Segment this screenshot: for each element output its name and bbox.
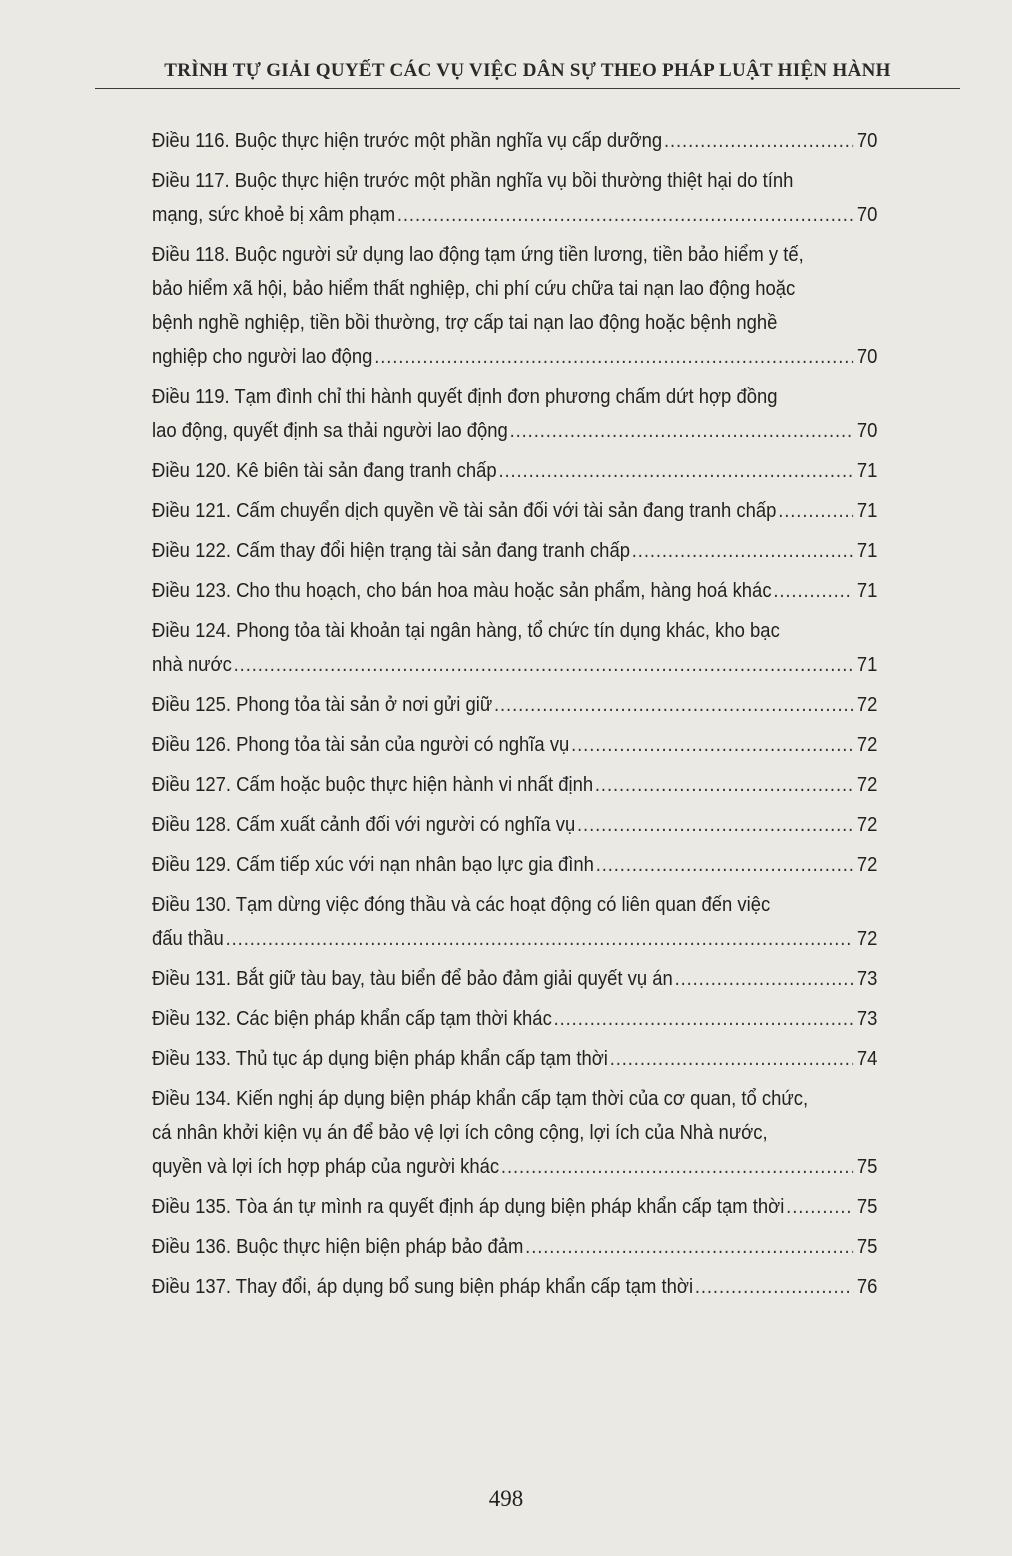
toc-entry-last-line: [152, 124, 877, 158]
toc-page-number: 72: [856, 733, 878, 756]
toc-entry: [152, 1190, 877, 1224]
toc-entry-last-line: [152, 1002, 877, 1036]
toc-entry-last-line: [152, 688, 877, 722]
dot-leader: [596, 848, 854, 882]
dot-leader: [494, 688, 853, 722]
dot-leader: [554, 1002, 854, 1036]
toc-page-number: 70: [856, 203, 878, 226]
toc-entry-text: Điều 125. Phong tỏa tài sản ở nơi gửi giữ: [152, 693, 493, 716]
toc-entry-text: Điều 132. Các biện pháp khẩn cấp tạm thời khác: [152, 1007, 552, 1030]
toc-entry-last-line: [152, 574, 877, 608]
toc-entry: [152, 380, 877, 448]
header-rule: [95, 88, 960, 89]
toc-entry-last-line: [152, 198, 877, 232]
page-number: 498: [488, 1486, 524, 1511]
toc-page-number: 75: [856, 1195, 878, 1218]
toc-entry: [152, 238, 877, 374]
dot-leader: [773, 574, 853, 608]
toc-entry-text: Điều 127. Cấm hoặc buộc thực hiện hành vi nhất định: [152, 773, 594, 796]
toc-entry-text: đấu thầu: [152, 927, 224, 950]
running-header: TRÌNH TỰ GIẢI QUYẾT CÁC VỤ VIỆC DÂN SỰ THEO PHÁP LUẬT HIỆN HÀNH: [164, 60, 891, 81]
toc-entry-last-line: [152, 808, 877, 842]
toc-entry: [152, 124, 877, 158]
toc-entry: [152, 768, 877, 802]
toc-entry-text: cá nhân khởi kiện vụ án để bảo vệ lợi ích công cộng, lợi ích của Nhà nước,: [152, 1121, 768, 1144]
toc-entry-last-line: [152, 728, 877, 762]
toc-entry: [152, 1002, 877, 1036]
dot-leader: [632, 534, 853, 568]
toc-page-number: 71: [856, 499, 878, 522]
toc-entry: [152, 728, 877, 762]
toc-page-number: 71: [856, 459, 878, 482]
toc-page-number: 76: [856, 1275, 878, 1298]
toc-page-number: 72: [856, 927, 878, 950]
toc-entry: [152, 574, 877, 608]
dot-leader: [397, 198, 853, 232]
toc-page-number: 71: [856, 539, 878, 562]
toc-page-number: 74: [856, 1047, 878, 1070]
toc-page-number: 73: [856, 1007, 878, 1030]
toc-entry: [152, 888, 877, 956]
toc-entry-last-line: [152, 414, 877, 448]
toc-page-number: 72: [856, 853, 878, 876]
dot-leader: [577, 808, 853, 842]
toc-entry-last-line: [152, 1270, 877, 1304]
dot-leader: [610, 1042, 854, 1076]
toc-entry-text: Điều 122. Cấm thay đổi hiện trạng tài sản đang tranh chấp: [152, 539, 630, 562]
toc-entry-text: nghiệp cho người lao động: [152, 345, 373, 368]
toc-entry-text: Điều 116. Buộc thực hiện trước một phần nghĩa vụ cấp dưỡng: [152, 129, 663, 152]
toc-entry: [152, 534, 877, 568]
toc-page-number: 70: [856, 345, 878, 368]
dot-leader: [664, 124, 853, 158]
toc-entry-last-line: [152, 848, 877, 882]
toc-entry-text: Điều 137. Thay đổi, áp dụng bổ sung biện pháp khẩn cấp tạm thời: [152, 1275, 694, 1298]
dot-leader: [571, 728, 853, 762]
toc-entry-text: Điều 121. Cấm chuyển dịch quyền về tài sản đối với tài sản đang tranh chấp: [152, 499, 777, 522]
toc-entry-text: quyền và lợi ích hợp pháp của người khác: [152, 1155, 500, 1178]
toc-entry-text: Điều 130. Tạm dừng việc đóng thầu và các hoạt động có liên quan đến việc: [152, 893, 771, 916]
toc-page-number: 70: [856, 419, 878, 442]
table-of-contents: [152, 124, 877, 1310]
toc-entry-text: Điều 124. Phong tỏa tài khoản tại ngân hàng, tổ chức tín dụng khác, kho bạc: [152, 619, 780, 642]
dot-leader: [226, 922, 854, 956]
toc-entry-text: Điều 133. Thủ tục áp dụng biện pháp khẩn cấp tạm thời: [152, 1047, 608, 1070]
toc-entry: [152, 688, 877, 722]
toc-entry-text: bảo hiểm xã hội, bảo hiểm thất nghiệp, chi phí cứu chữa tai nạn lao động hoặc: [152, 277, 796, 300]
toc-entry-text: Điều 135. Tòa án tự mình ra quyết định áp dụng biện pháp khẩn cấp tạm thời: [152, 1195, 785, 1218]
dot-leader: [786, 1190, 853, 1224]
toc-entry-last-line: [152, 1150, 877, 1184]
toc-page-number: 71: [856, 579, 878, 602]
toc-entry-text: Điều 136. Buộc thực hiện biện pháp bảo đảm: [152, 1235, 524, 1258]
toc-entry-text: Điều 129. Cấm tiếp xúc với nạn nhân bạo lực gia đình: [152, 853, 594, 876]
toc-entry-last-line: [152, 648, 877, 682]
toc-entry-text: Điều 119. Tạm đình chỉ thi hành quyết định đơn phương chấm dứt hợp đồng: [152, 385, 778, 408]
dot-leader: [374, 340, 853, 374]
toc-entry: [152, 1230, 877, 1264]
toc-entry-last-line: [152, 454, 877, 488]
dot-leader: [695, 1270, 853, 1304]
toc-entry-last-line: [152, 1230, 877, 1264]
toc-entry-text: Điều 131. Bắt giữ tàu bay, tàu biển để bảo đảm giải quyết vụ án: [152, 967, 673, 990]
toc-entry: [152, 454, 877, 488]
toc-entry: [152, 494, 877, 528]
toc-entry-last-line: [152, 340, 877, 374]
toc-page-number: 75: [856, 1235, 878, 1258]
toc-page-number: 72: [856, 693, 878, 716]
toc-entry: [152, 164, 877, 232]
dot-leader: [501, 1150, 853, 1184]
toc-page-number: 71: [856, 653, 878, 676]
dot-leader: [234, 648, 854, 682]
toc-entry: [152, 1042, 877, 1076]
toc-entry-text: nhà nước: [152, 653, 232, 676]
toc-entry-text: Điều 117. Buộc thực hiện trước một phần nghĩa vụ bồi thường thiệt hại do tính: [152, 169, 794, 192]
toc-entry-text: Điều 128. Cấm xuất cảnh đối với người có nghĩa vụ: [152, 813, 576, 836]
toc-entry-text: Điều 120. Kê biên tài sản đang tranh chấp: [152, 459, 497, 482]
toc-entry-last-line: [152, 962, 877, 996]
dot-leader: [675, 962, 854, 996]
toc-page-number: 75: [856, 1155, 878, 1178]
toc-entry: [152, 848, 877, 882]
toc-entry-text: lao động, quyết định sa thải người lao động: [152, 419, 508, 442]
dot-leader: [525, 1230, 853, 1264]
toc-entry: [152, 614, 877, 682]
dot-leader: [510, 414, 854, 448]
toc-entry: [152, 962, 877, 996]
dot-leader: [595, 768, 853, 802]
toc-entry-text: Điều 123. Cho thu hoạch, cho bán hoa màu hoặc sản phẩm, hàng hoá khác: [152, 579, 772, 602]
toc-entry-last-line: [152, 1042, 877, 1076]
toc-page-number: 70: [856, 129, 878, 152]
toc-entry: [152, 808, 877, 842]
toc-entry-last-line: [152, 534, 877, 568]
toc-entry-text: Điều 134. Kiến nghị áp dụng biện pháp khẩn cấp tạm thời của cơ quan, tổ chức,: [152, 1087, 809, 1110]
dot-leader: [778, 494, 853, 528]
toc-entry-text: Điều 118. Buộc người sử dụng lao động tạm ứng tiền lương, tiền bảo hiểm y tế,: [152, 243, 804, 266]
toc-entry-last-line: [152, 494, 877, 528]
toc-entry-last-line: [152, 922, 877, 956]
toc-entry: [152, 1082, 877, 1184]
toc-entry-last-line: [152, 1190, 877, 1224]
toc-entry-text: Điều 126. Phong tỏa tài sản của người có nghĩa vụ: [152, 733, 570, 756]
toc-page-number: 72: [856, 813, 878, 836]
toc-entry-text: mạng, sức khoẻ bị xâm phạm: [152, 203, 396, 226]
toc-page-number: 73: [856, 967, 878, 990]
dot-leader: [498, 454, 853, 488]
toc-entry: [152, 1270, 877, 1304]
toc-entry-text: bệnh nghề nghiệp, tiền bồi thường, trợ cấp tai nạn lao động hoặc bệnh nghề: [152, 311, 778, 334]
toc-entry-last-line: [152, 768, 877, 802]
toc-page-number: 72: [856, 773, 878, 796]
